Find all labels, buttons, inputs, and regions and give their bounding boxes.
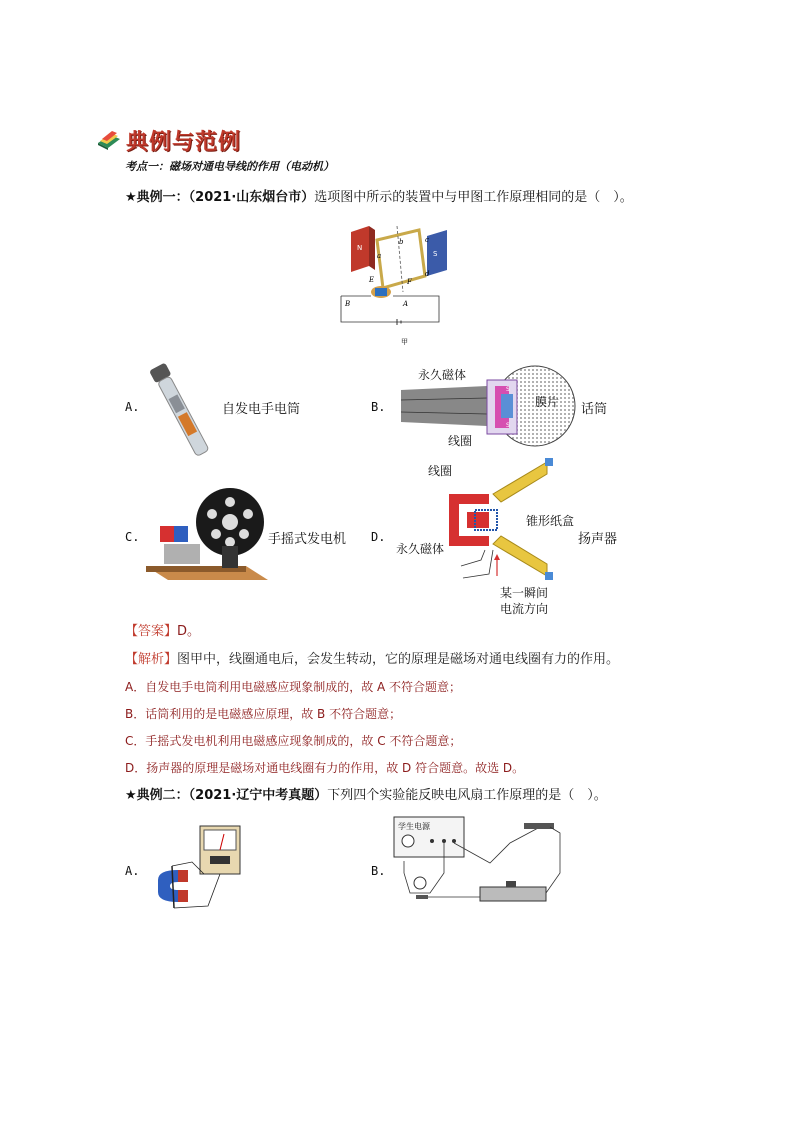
example2-option-a-letter: A. [125, 864, 140, 878]
option-b-label-coil: 线圈 [448, 434, 473, 448]
figure-motor [335, 222, 455, 352]
letter-a-brush: A [403, 300, 409, 308]
option-b-caption: 话筒 [581, 402, 608, 417]
option-d-caption: 扬声器 [578, 532, 618, 547]
option-a-caption: 自发电手电筒 [222, 402, 301, 417]
letter-b: b [399, 238, 404, 246]
magnet-s-label: S [433, 250, 438, 258]
example2-question-text: 下列四个实验能反映电风扇工作原理的是（ ）。 [327, 788, 607, 803]
analysis-text: 图甲中，线圈通电后，会发生转动，它的原理是磁场对通电线圈有力的作用。 [177, 652, 620, 667]
example2-option-b-letter: B. [371, 864, 386, 878]
option-a-letter: A. [125, 400, 140, 414]
option-b-label-magnet: 永久磁体 [418, 368, 467, 382]
option-b-label-membrane: 膜片 [535, 395, 560, 409]
example1-star: ★典例一： [125, 190, 189, 205]
book-icon [96, 129, 122, 151]
option-d-letter: D. [371, 530, 386, 544]
section-header [96, 124, 241, 156]
option-b-letter: B. [371, 400, 386, 414]
analysis-option-c: C．手摇式发电机利用电磁感应现象制成的，故 C 不符合题意； [125, 734, 462, 748]
example2-source: （2021·辽宁中考真题） [188, 788, 328, 803]
analysis-option-d: D．扬声器的原理是磁场对通电线圈有力的作用，故 D 符合题意。故选 D。 [125, 761, 525, 775]
letter-f: F [407, 278, 412, 286]
analysis-option-a: A．自发电手电筒利用电磁感应现象制成的，故 A 不符合题意； [125, 680, 462, 694]
analysis-option-b: B．话筒利用的是电磁感应原理，故 B 不符合题意； [125, 707, 402, 721]
analysis-line [125, 650, 619, 670]
section-title: 典例与范例 [126, 128, 242, 155]
option-c-letter: C. [125, 530, 140, 544]
option-d-label-moment: 某一瞬间 [500, 586, 549, 600]
letter-d: d [425, 270, 430, 278]
analysis-tag: 【解析】 [125, 652, 178, 667]
example1-source: （2021·山东烟台市） [188, 190, 315, 205]
hand-generator-image [146, 486, 268, 586]
galvanometer-experiment [148, 822, 248, 912]
letter-c: c [425, 236, 429, 244]
example1-question-text: 选项图中所示的装置中与甲图工作原理相同的是（ ）。 [314, 190, 633, 205]
option-d-label-magnet: 永久磁体 [396, 542, 445, 556]
option-d-label-coil: 线圈 [428, 464, 453, 478]
option-c-caption: 手摇式发电机 [268, 532, 347, 547]
option-d-label-cone: 锥形纸盒 [526, 514, 575, 528]
flashlight-image [145, 355, 215, 465]
letter-b-brush: B [345, 300, 351, 308]
example2-star: ★典例二： [125, 788, 189, 803]
power-supply-label: 学生电源 [398, 822, 430, 831]
figure-label: 甲 [401, 338, 408, 346]
example2-question [125, 786, 607, 806]
answer-tag: 【答案】 [125, 624, 178, 639]
letter-a: a [377, 252, 382, 260]
answer-value: D。 [177, 624, 201, 639]
magnet-n-label: N [357, 244, 363, 252]
example1-question [125, 188, 633, 208]
topic-heading: 考点一：磁场对通电导线的作用（电动机） [125, 160, 334, 173]
option-d-label-current: 电流方向 [500, 602, 549, 616]
letter-e: E [369, 276, 375, 284]
answer-line [125, 622, 200, 642]
svg-text:S: S [506, 386, 510, 393]
svg-text:S: S [506, 422, 510, 429]
